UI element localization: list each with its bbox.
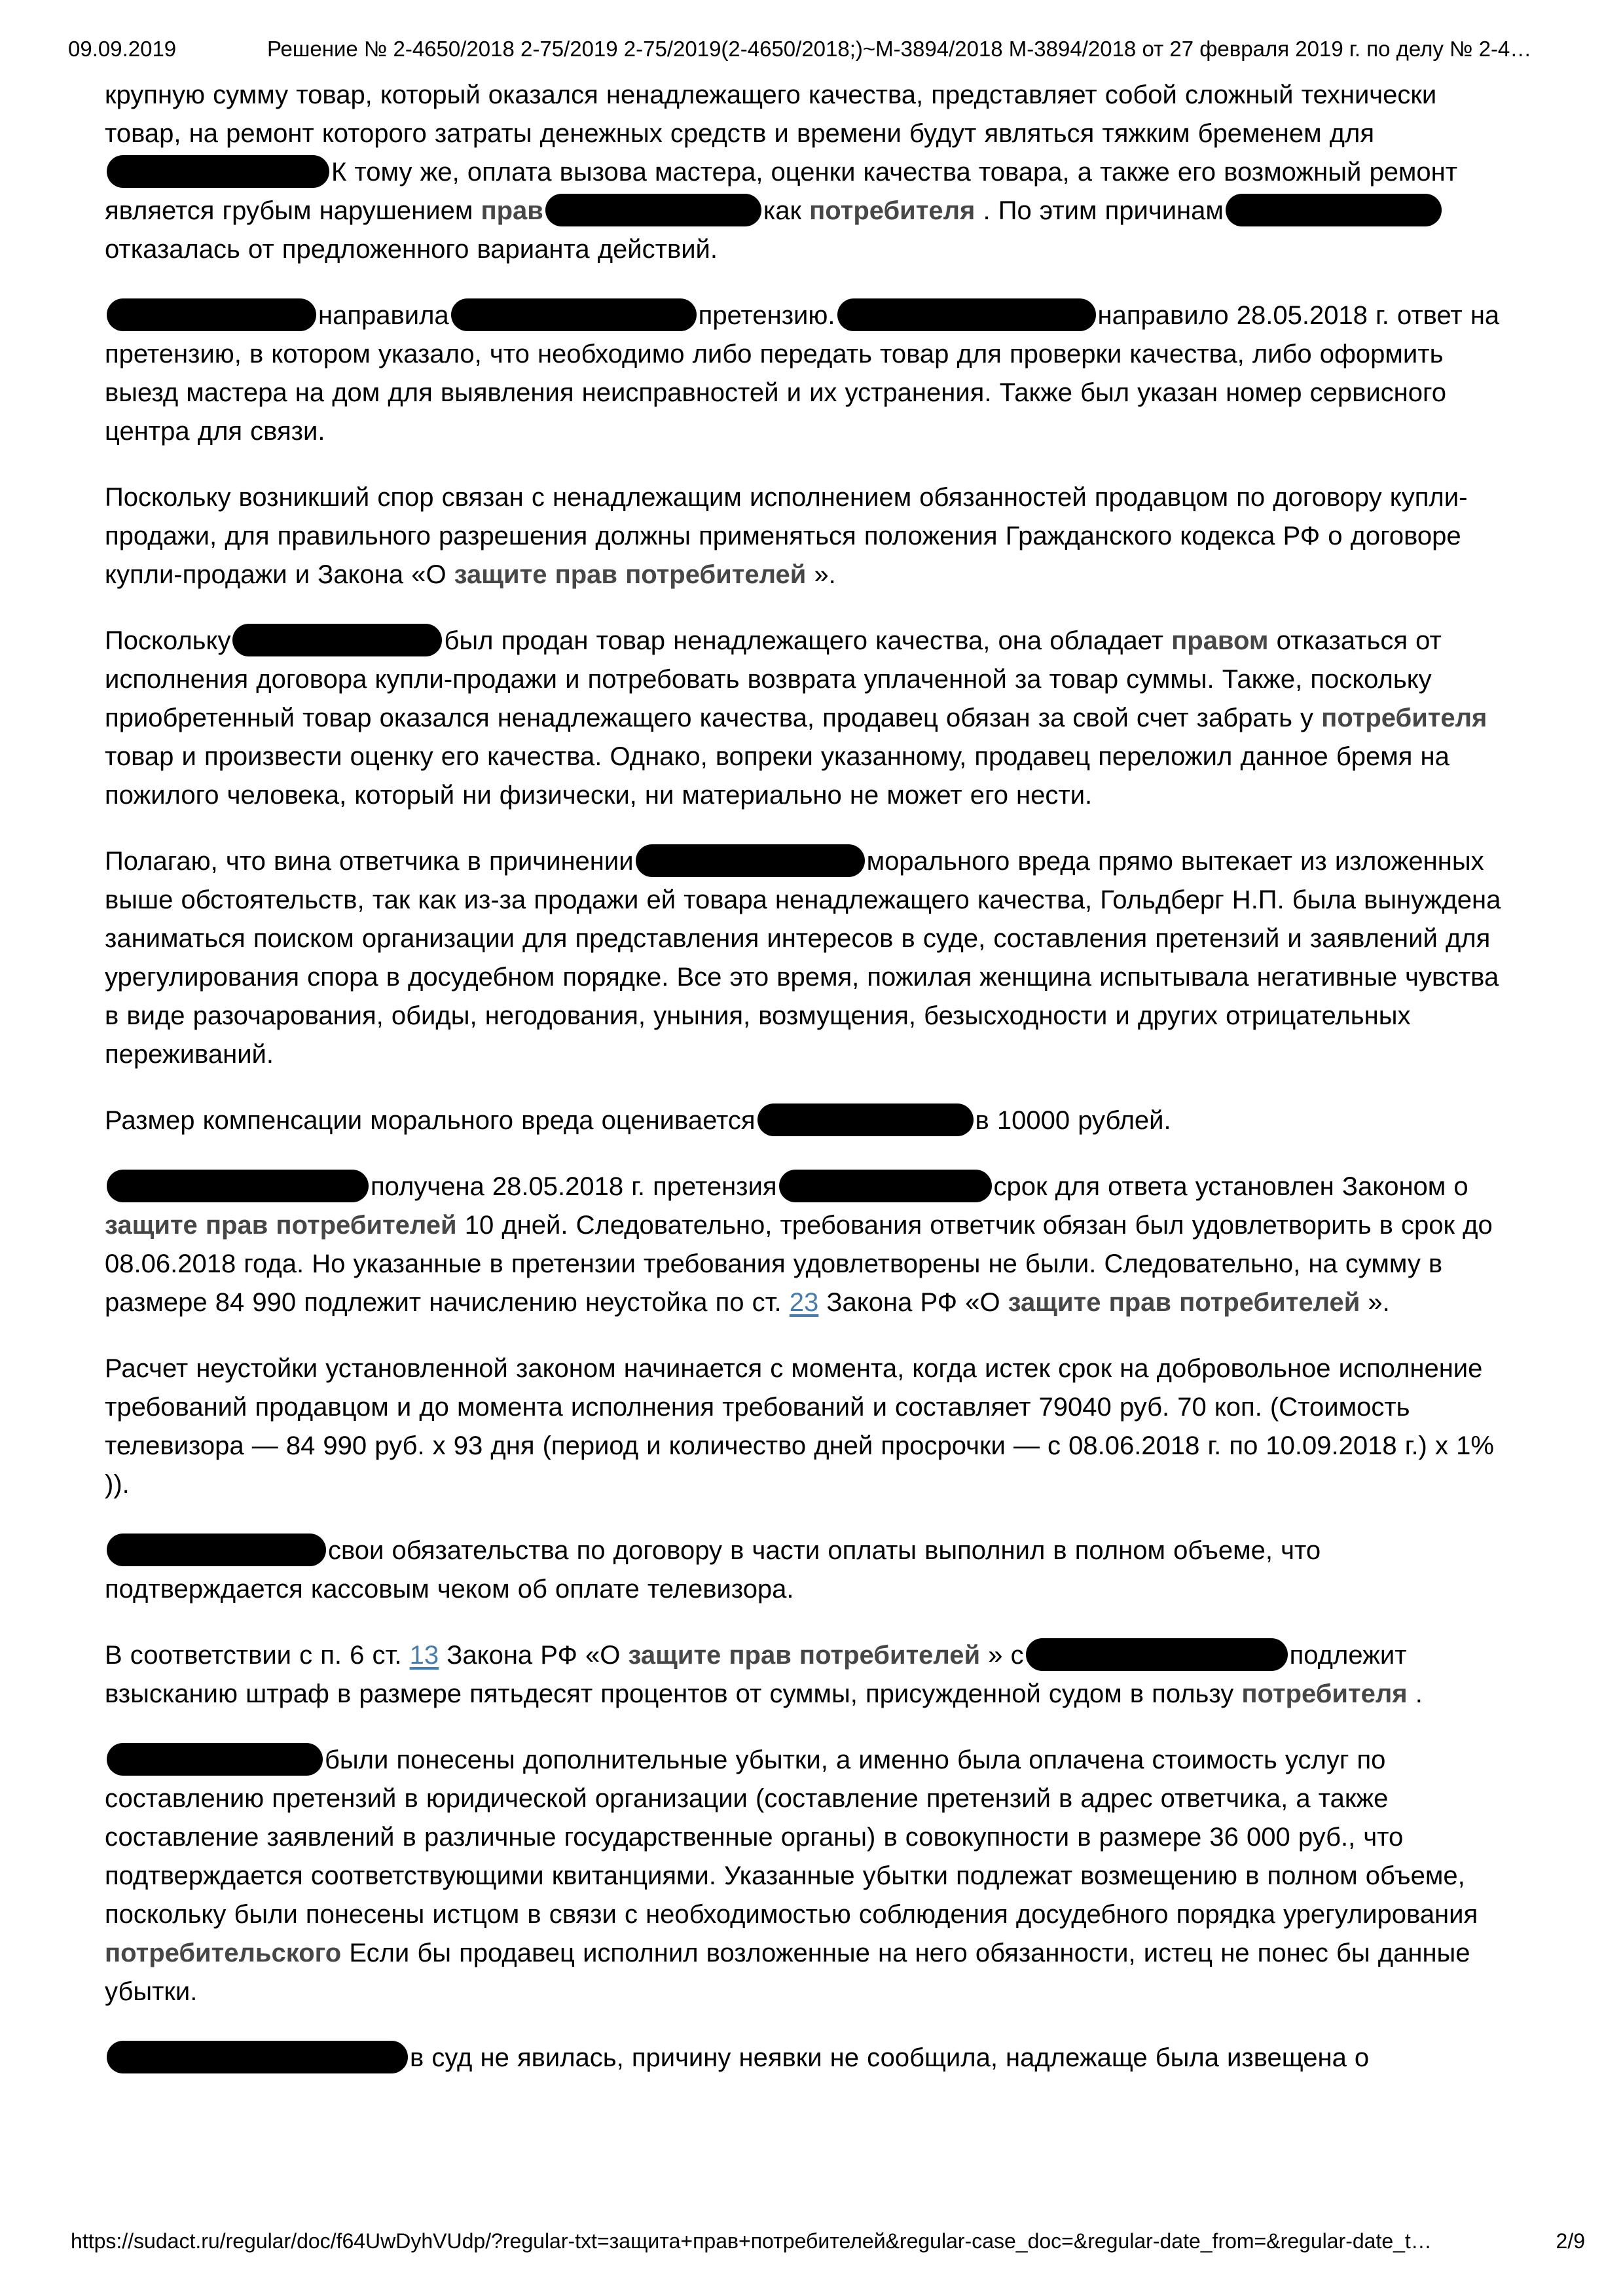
search-term-highlight: защите прав потребителей	[105, 1211, 457, 1240]
redaction-bar	[636, 844, 865, 877]
body-text: получена 28.05.2018 г. претензия	[371, 1172, 777, 1201]
paragraph	[105, 842, 1506, 1074]
search-term-highlight: потребителя	[809, 196, 976, 225]
redaction-bar	[232, 624, 442, 656]
search-term-highlight: прав	[481, 196, 543, 225]
law-article-link[interactable]: 13	[409, 1641, 439, 1670]
paragraph	[105, 2039, 1506, 2077]
body-text: ».	[1360, 1288, 1390, 1317]
search-term-highlight: правом	[1171, 626, 1269, 655]
redaction-bar	[107, 155, 329, 188]
body-text: К тому же, оплата вызова мастера, оценки качества товара, а также его возможный ремонт является грубым нарушением	[105, 158, 1458, 225]
redaction-bar	[107, 1170, 369, 1202]
body-text: ».	[806, 560, 836, 589]
print-date: 09.09.2019	[68, 37, 177, 61]
body-text: был продан товар ненадлежащего качества, она обладает	[444, 626, 1172, 655]
body-text: отказалась от предложенного варианта действий.	[105, 235, 718, 264]
search-term-highlight: защите прав потребителей	[1008, 1288, 1360, 1317]
law-article-link[interactable]: 23	[789, 1288, 819, 1317]
search-term-highlight: потребителя	[1321, 704, 1487, 732]
body-text: морального вреда прямо вытекает из изложенных выше обстоятельств, так как из-за продажи ей товара ненадлежащего качества, Гольдберг Н.П. была вынуждена заниматься поиском организации для представления интересов в суде, составления претензий и заявлений для урегулирования спора в досудебном порядке. Все это время, пожилая женщина испытывала негативные чувства в виде разочарования, обиды, негодования, уныния, возмущения, безысходности и других отрицательных переживаний.	[105, 847, 1501, 1069]
document-title: Решение № 2-4650/2018 2-75/2019 2-75/2019(2-4650/2018;)~М-3894/2018 М-3894/2018 от 27 февраля 2019 г. по делу № 2-4…	[267, 37, 1532, 61]
print-footer	[0, 2229, 1623, 2258]
redaction-bar	[451, 298, 697, 331]
body-text: были понесены дополнительные убытки, а именно была оплачена стоимость услуг по составлению претензий в юридической организации (составление претензий в адрес ответчика, а также составление заявлений в различные государственные органы) в совокупности в размере 36 000 руб., что подтверждается соответствующими квитанциями. Указанные убытки подлежат возмещению в полном объеме, поскольку были понесены истцом в связи с необходимостью соблюдения досудебного порядка урегулирования	[105, 1746, 1478, 1929]
paragraph	[105, 1636, 1506, 1713]
body-text: крупную сумму товар, который оказался ненадлежащего качества, представляет собой сложный технически товар, на ремонт которого затраты денежных средств и времени будут являться тяжким бременем для	[105, 81, 1437, 148]
redaction-bar	[107, 1743, 323, 1776]
body-text: Поскольку	[105, 626, 231, 655]
search-term-highlight: защите прав потребителей	[454, 560, 807, 589]
print-header	[0, 37, 1623, 65]
body-text: подлежит взысканию штраф в размере пятьдесят процентов от суммы, присужденной судом в пользу	[105, 1641, 1407, 1708]
redaction-bar	[1226, 194, 1442, 226]
body-text: отказаться от исполнения договора купли-продажи и потребовать возврата уплаченной за товар суммы. Также, поскольку приобретенный товар оказался ненадлежащего качества, продавец обязан за свой счет забрать у	[105, 626, 1442, 732]
paragraph	[105, 1741, 1506, 2011]
body-text: . По этим причинам	[975, 196, 1224, 225]
source-url: https://sudact.ru/regular/doc/f64UwDyhVUdp/?regular-txt=защита+прав+потребителей&regular-case_doc=&regular-date_from=&regular-date_t…	[71, 2229, 1432, 2253]
body-text: Закона РФ «О	[439, 1641, 629, 1670]
body-text: как	[763, 196, 810, 225]
body-text: свои обязательства по договору в части оплаты выполнил в полном объеме, что подтверждается кассовым чеком об оплате телевизора.	[105, 1536, 1321, 1604]
body-text: .	[1407, 1679, 1423, 1708]
body-text: » с	[980, 1641, 1024, 1670]
redaction-bar	[1026, 1638, 1288, 1671]
paragraph	[105, 76, 1506, 269]
redaction-bar	[107, 2041, 408, 2073]
redaction-bar	[779, 1170, 992, 1202]
body-text: направила	[318, 301, 449, 330]
search-term-highlight: защите прав потребителей	[628, 1641, 981, 1670]
body-text: в суд не явилась, причину неявки не сообщила, надлежаще была извещена о	[410, 2043, 1370, 2072]
paragraph	[105, 478, 1506, 594]
redaction-bar	[107, 1534, 326, 1566]
search-term-highlight: потребителя	[1241, 1679, 1408, 1708]
page-number: 2/9	[1556, 2229, 1585, 2253]
body-text: претензию.	[698, 301, 835, 330]
paragraph	[105, 622, 1506, 815]
body-text: Полагаю, что вина ответчика в причинении	[105, 847, 634, 876]
search-term-highlight: потребительского	[105, 1939, 342, 1967]
paragraph	[105, 296, 1506, 451]
body-text: Расчет неустойки установленной законом начинается с момента, когда истек срок на добровольное исполнение требований продавцом и до момента исполнения требований и составляет 79040 руб. 70 коп. (Стоимость телевизора — 84 990 руб. х 93 дня (период и количество дней просрочки — с 08.06.2018 г. по 10.09.2018 г.) х 1% )).	[105, 1354, 1494, 1499]
document-body	[105, 76, 1506, 2077]
redaction-bar	[757, 1103, 974, 1136]
redaction-bar	[837, 298, 1096, 331]
redaction-bar	[545, 194, 761, 226]
paragraph	[105, 1532, 1506, 1609]
paragraph	[105, 1102, 1506, 1140]
body-text: срок для ответа установлен Законом о	[993, 1172, 1468, 1201]
paragraph	[105, 1168, 1506, 1322]
body-text: Если бы продавец исполнил возложенные на него обязанности, истец не понес бы данные убытки.	[105, 1939, 1470, 2006]
body-text: в 10000 рублей.	[975, 1106, 1171, 1135]
body-text: В соответствии с п. 6 ст.	[105, 1641, 410, 1670]
paragraph	[105, 1350, 1506, 1504]
body-text: товар и произвести оценку его качества. Однако, вопреки указанному, продавец переложил данное бремя на пожилого человека, который ни физически, ни материально не может его нести.	[105, 742, 1450, 810]
body-text: Размер компенсации морального вреда оценивается	[105, 1106, 756, 1135]
body-text: 10 дней. Следовательно, требования ответчик обязан был удовлетворить в срок до 08.06.2018 года. Но указанные в претензии требования удовлетворены не были. Следовательно, на сумму в размере 84 990 подлежит начислению неустойка по ст.	[105, 1211, 1493, 1317]
body-text: Поскольку возникший спор связан с ненадлежащим исполнением обязанностей продавцом по договору купли-продажи, для правильного разрешения должны применяться положения Гражданского кодекса РФ о договоре купли-продажи и Закона «О	[105, 483, 1468, 589]
body-text: Закона РФ «О	[818, 1288, 1008, 1317]
redaction-bar	[107, 298, 316, 331]
body-text: направило 28.05.2018 г. ответ на претензию, в котором указало, что необходимо либо передать товар для проверки качества, либо оформить выезд мастера на дом для выявления неисправностей и их устранения. Также был указан номер сервисного центра для связи.	[105, 301, 1500, 446]
